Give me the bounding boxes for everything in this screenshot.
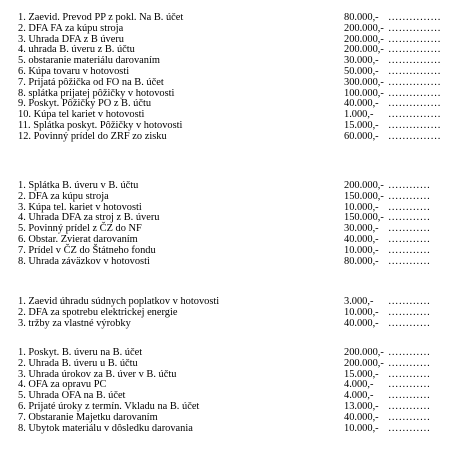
answer-blank-dots: …………	[388, 422, 431, 434]
transaction-description: 5. Povinný prídel z ČZ do NF	[18, 223, 142, 235]
transaction-description: 8. Uhrada záväzkov v hotovosti	[18, 255, 150, 267]
transaction-row	[0, 24, 449, 35]
answer-blank-dots: …………	[388, 244, 431, 256]
transaction-description: 5. obstaranie materiálu darovaním	[18, 55, 160, 67]
transaction-description: 6. Prijaté úroky z termín. Vkladu na B. účet	[18, 400, 200, 412]
answer-blank-dots: …………	[388, 411, 431, 423]
transaction-amount: 200.000,-	[344, 180, 384, 191]
transaction-description: 4. Uhrada DFA za stroj z B. úveru	[18, 212, 160, 224]
transaction-description: 5. Uhrada OFA na B. účet	[18, 390, 126, 402]
transaction-row	[0, 78, 449, 89]
transaction-amount: 150.000,-	[344, 212, 384, 224]
transaction-row	[0, 308, 449, 319]
transaction-amount: 4.000,-	[344, 379, 374, 391]
transaction-amount: 1.000,-	[344, 109, 374, 121]
transaction-amount: 150.000,-	[344, 190, 384, 202]
answer-blank-dots: ……………	[388, 12, 441, 23]
transaction-list-1	[0, 13, 449, 143]
answer-blank-dots: ……………	[388, 76, 441, 88]
transaction-row	[0, 424, 449, 435]
answer-blank-dots: …………	[388, 190, 431, 202]
answer-blank-dots: ……………	[388, 33, 441, 45]
transaction-row	[0, 192, 449, 203]
transaction-description: 6. Obstar. Zvierat darovaním	[18, 233, 138, 245]
answer-blank-dots: ……………	[388, 109, 441, 121]
transaction-amount: 200.000,-	[344, 22, 384, 34]
answer-blank-dots: ……………	[388, 119, 441, 131]
transaction-amount: 60.000,-	[344, 130, 379, 142]
transaction-row	[0, 319, 449, 330]
transaction-amount: 80.000,-	[344, 12, 379, 23]
transaction-amount: 3.000,-	[344, 296, 374, 307]
transaction-list-3	[0, 297, 449, 329]
answer-blank-dots: …………	[388, 233, 431, 245]
answer-blank-dots: …………	[388, 212, 431, 224]
transaction-amount: 4.000,-	[344, 390, 374, 402]
answer-blank-dots: ……………	[388, 130, 441, 142]
transaction-amount: 200.000,-	[344, 357, 384, 369]
answer-blank-dots: …………	[388, 296, 431, 307]
transaction-description: 1. Zaevid úhradu súdnych poplatkov v hotovosti	[18, 296, 220, 307]
transaction-description: 9. Poskyt. Pôžičky PO z B. účtu	[18, 98, 152, 110]
transaction-description: 1. Zaevid. Prevod PP z pokl. Na B. účet	[18, 12, 184, 23]
transaction-description: 4. uhrada B. úveru z B. účtu	[18, 44, 135, 56]
answer-blank-dots: ……………	[388, 65, 441, 77]
transaction-row	[0, 246, 449, 257]
transaction-amount: 200.000,-	[344, 347, 384, 358]
transaction-amount: 40.000,-	[344, 98, 379, 110]
transaction-list-2	[0, 181, 449, 267]
transaction-amount: 200.000,-	[344, 44, 384, 56]
answer-blank-dots: …………	[388, 306, 431, 318]
transaction-amount: 300.000,-	[344, 76, 384, 88]
transaction-description: 1. Poskyt. B. úveru na B. účet	[18, 347, 143, 358]
transaction-description: 1. Splátka B. úveru v B. účtu	[18, 180, 139, 191]
transaction-description: 7. Prijatá pôžička od FO na B. účet	[18, 76, 164, 88]
transaction-description: 4. OFA za opravu PC	[18, 379, 107, 391]
transaction-description: 10. Kúpa tel kariet v hotovosti	[18, 109, 145, 121]
transaction-row	[0, 257, 449, 268]
answer-blank-dots: …………	[388, 368, 431, 380]
answer-blank-dots: ……………	[388, 22, 441, 34]
transaction-amount: 10.000,-	[344, 306, 379, 318]
answer-blank-dots: …………	[388, 379, 431, 391]
transaction-amount: 30.000,-	[344, 55, 379, 67]
answer-blank-dots: …………	[388, 223, 431, 235]
transaction-amount: 10.000,-	[344, 201, 379, 213]
transaction-amount: 10.000,-	[344, 244, 379, 256]
transaction-description: 12. Povinný prídel do ZRF zo zisku	[18, 130, 167, 142]
transaction-description: 2. Uhrada B. úveru u B. účtu	[18, 357, 138, 369]
answer-blank-dots: …………	[388, 400, 431, 412]
transaction-amount: 200.000,-	[344, 33, 384, 45]
transaction-description: 8. Ubytok materiálu v dôsledku darovania	[18, 422, 193, 434]
transaction-amount: 15.000,-	[344, 368, 379, 380]
transaction-amount: 13.000,-	[344, 400, 379, 412]
answer-blank-dots: …………	[388, 390, 431, 402]
transaction-list-4	[0, 348, 449, 434]
answer-blank-dots: ……………	[388, 55, 441, 67]
transaction-description: 3. tržby za vlastné výrobky	[18, 317, 131, 329]
transaction-description: 7. Prídel v ČZ do Štátneho fondu	[18, 244, 156, 256]
transaction-description: 2. DFA FA za kúpu stroja	[18, 22, 124, 34]
transaction-row	[0, 132, 449, 143]
transaction-amount: 40.000,-	[344, 411, 379, 423]
answer-blank-dots: ……………	[388, 44, 441, 56]
transaction-amount: 40.000,-	[344, 233, 379, 245]
transaction-description: 11. Splátka poskyt. Pôžičky v hotovosti	[18, 119, 183, 131]
answer-blank-dots: …………	[388, 357, 431, 369]
transaction-amount: 40.000,-	[344, 317, 379, 329]
transaction-amount: 10.000,-	[344, 422, 379, 434]
answer-blank-dots: …………	[388, 180, 431, 191]
transaction-row	[0, 413, 449, 424]
transaction-amount: 100.000,-	[344, 87, 384, 99]
transaction-description: 6. Kúpa tovaru v hotovosti	[18, 65, 130, 77]
transaction-amount: 80.000,-	[344, 255, 379, 267]
transaction-description: 7. Obstaranie Majetku darovaním	[18, 411, 158, 423]
transaction-description: 3. Uhrada úrokov za B. úver v B. účtu	[18, 368, 177, 380]
transaction-description: 3. Uhrada DFA z B úveru	[18, 33, 125, 45]
answer-blank-dots: …………	[388, 201, 431, 213]
transaction-amount: 30.000,-	[344, 223, 379, 235]
answer-blank-dots: ……………	[388, 87, 441, 99]
transaction-amount: 50.000,-	[344, 65, 379, 77]
transaction-row	[0, 359, 449, 370]
transaction-description: 3. Kúpa tel. kariet v hotovosti	[18, 201, 142, 213]
answer-blank-dots: ……………	[388, 98, 441, 110]
transaction-amount: 15.000,-	[344, 119, 379, 131]
transaction-description: 2. DFA za spotrebu elektrickej energie	[18, 306, 178, 318]
answer-blank-dots: …………	[388, 255, 431, 267]
transaction-description: 2. DFA za kúpu stroja	[18, 190, 109, 202]
answer-blank-dots: …………	[388, 347, 431, 358]
answer-blank-dots: …………	[388, 317, 431, 329]
transaction-description: 8. splátka prijatej pôžičky v hotovosti	[18, 87, 175, 99]
